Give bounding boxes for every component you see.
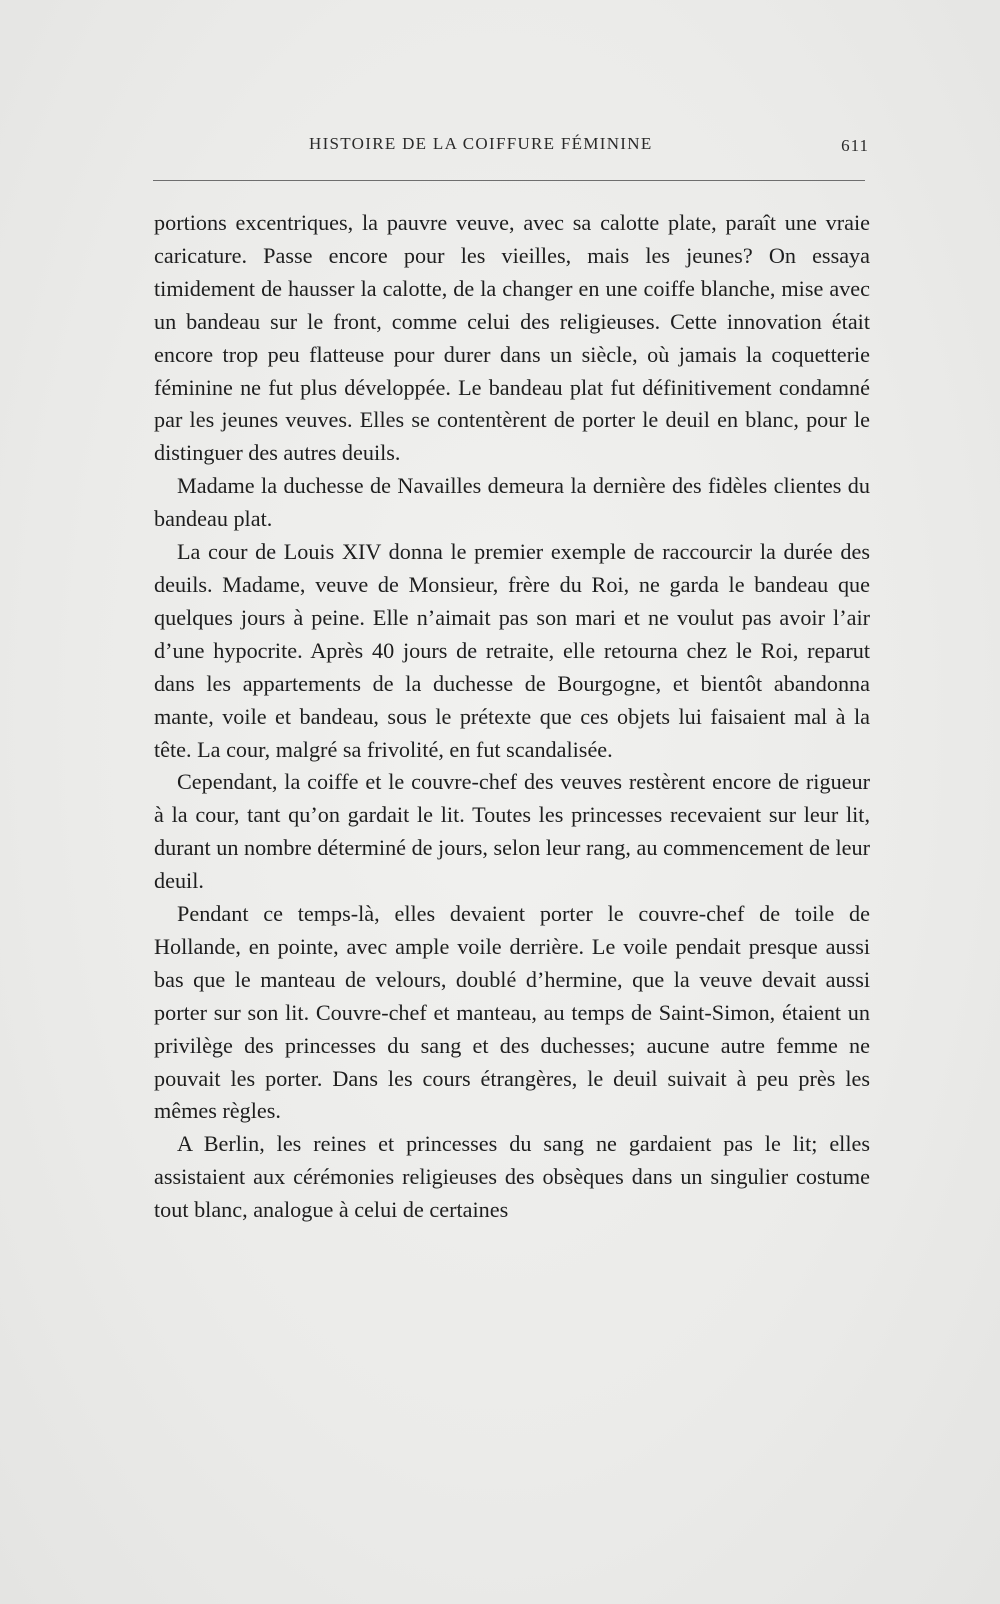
- page-number: 611: [841, 136, 869, 155]
- body-text: [154, 207, 870, 1227]
- paragraph: portions excentriques, la pauvre veuve, avec sa calotte plate, paraît une vraie caricature. Passe encore pour les vieilles, mais les jeunes? On essaya timidement de hausser la calotte, de la changer en une coiffe blanche, mise avec un bandeau sur le front, comme celui des religieuses. Cette innovation était encore trop peu flatteuse pour durer dans un siècle, où jamais la coquetterie féminine ne fut plus développée. Le bandeau plat fut définitivement condamné par les jeunes veuves. Elles se contentèrent de porter le deuil en blanc, pour le distinguer des autres deuils.: [154, 210, 870, 466]
- header-rule: [153, 180, 865, 181]
- paragraph: Pendant ce temps-là, elles devaient porter le couvre-chef de toile de Hollande, en pointe, avec ample voile derrière. Le voile pendait presque aussi bas que le manteau de velours, doublé d’hermine, que la veuve devait aussi porter sur son lit. Couvre-chef et manteau, au temps de Saint-Simon, étaient un privilège des princesses du sang et des duchesses; aucune autre femme ne pouvait les porter. Dans les cours étrangères, le deuil suivait à peu près les mêmes règles.: [154, 901, 870, 1124]
- running-head: [155, 130, 869, 160]
- paragraph: Madame la duchesse de Navailles demeura la dernière des fidèles clientes du bandeau plat.: [154, 473, 870, 532]
- running-title: HISTOIRE DE LA COIFFURE FÉMININE: [309, 134, 653, 153]
- paragraph: La cour de Louis XIV donna le premier exemple de raccourcir la durée des deuils. Madame, veuve de Monsieur, frère du Roi, ne garda le bandeau que quelques jours à peine. Elle n’aimait pas son mari et ne voulut pas avoir l’air d’une hypocrite. Après 40 jours de retraite, elle retourna chez le Roi, reparut dans les appartements de la duchesse de Bourgogne, et bientôt abandonna mante, voile et bandeau, sous le prétexte que ces objets lui faisaient mal à la tête. La cour, malgré sa frivolité, en fut scandalisée.: [154, 539, 870, 762]
- paragraph: A Berlin, les reines et princesses du sang ne gardaient pas le lit; elles assistaient aux cérémonies religieuses des obsèques dans un singulier costume tout blanc, analogue à celui de certaines: [154, 1131, 870, 1223]
- paragraph: Cependant, la coiffe et le couvre-chef des veuves restèrent encore de rigueur à la cour, tant qu’on gardait le lit. Toutes les princesses recevaient sur leur lit, durant un nombre déterminé de jours, selon leur rang, au commencement de leur deuil.: [154, 769, 870, 894]
